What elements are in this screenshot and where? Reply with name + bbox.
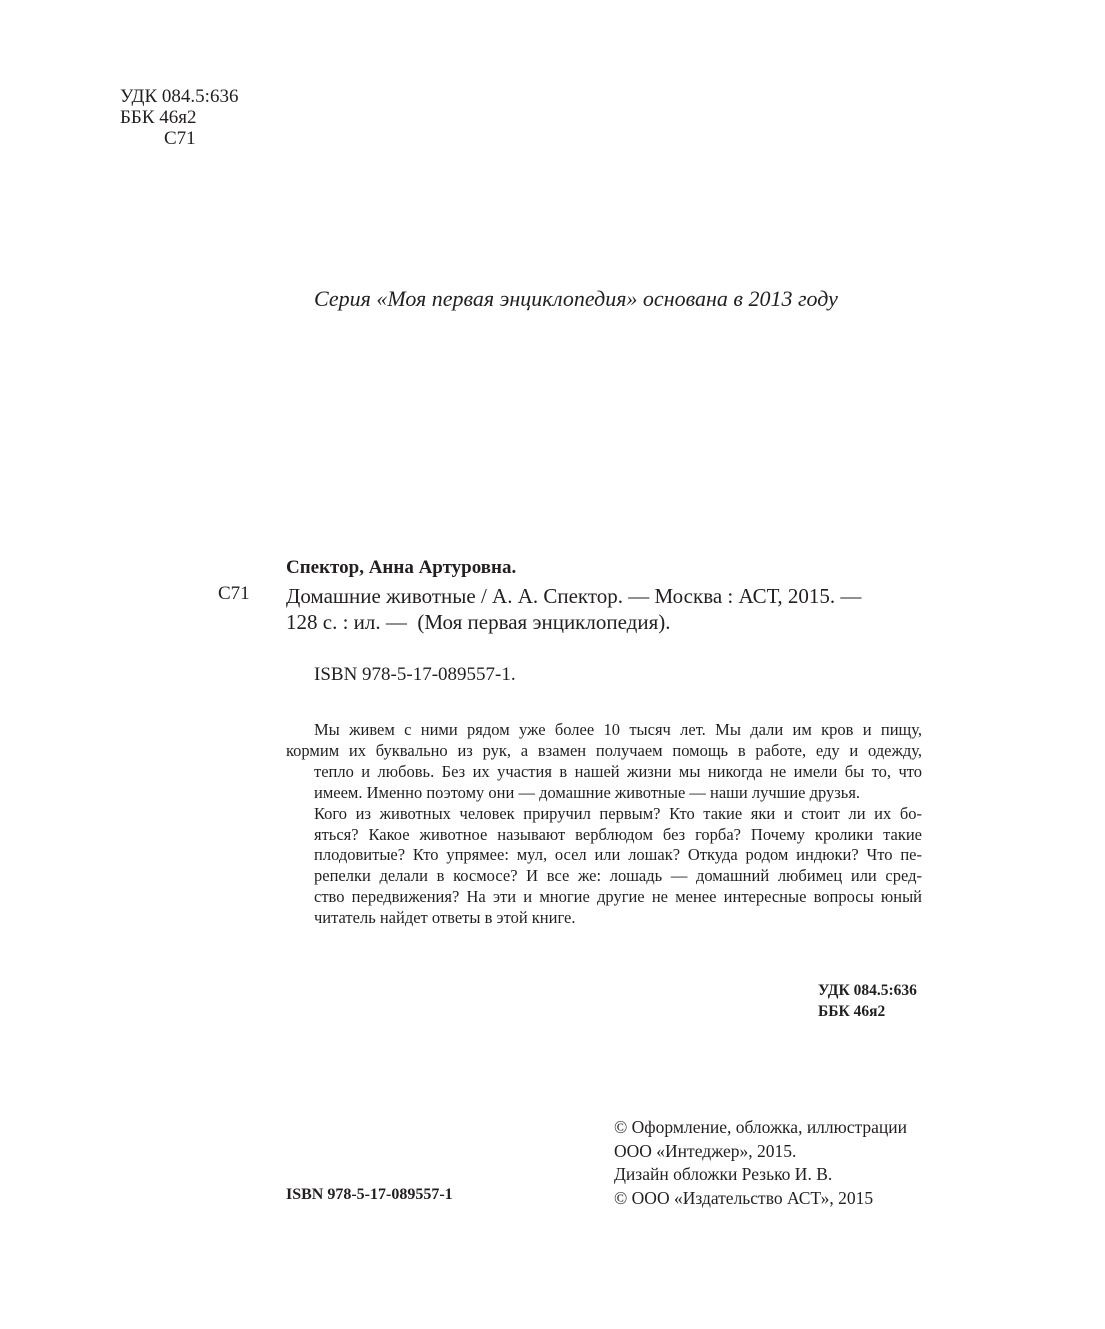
series-note: Серия «Моя первая энциклопедия» основана в 2013 году [314, 286, 838, 311]
udk-code: УДК 084.5:636 [120, 86, 239, 107]
annotation-line: кормим их буквально из рук, а взамен получаем помощь в работе, еду и одежду, [286, 740, 922, 760]
bib-line-2: 128 с. : ил. — (Моя первая энциклопедия). [286, 610, 671, 634]
classification-codes-top [120, 86, 238, 149]
copyright-line: ООО «Интеджер», 2015. [614, 1140, 797, 1161]
author-heading: Спектор, Анна Артуровна. [286, 557, 517, 578]
classification-codes-bottom [818, 980, 917, 1022]
annotation-line: читатель найдет ответы в этой книге. [314, 908, 576, 928]
annotation-line: тепло и любовь. Без их участия в нашей жизни мы никогда не имели бы то, что [314, 761, 922, 781]
annotation-line: плодовитые? Кто упрямее: мул, осел или лошак? Откуда родом индюки? Что пе- [314, 845, 922, 865]
annotation [286, 720, 922, 929]
udk-code-bottom: УДК 084.5:636 [818, 982, 917, 999]
annotation-line: репелки делали в космосе? И все же: лошадь — домашний любимец или сред- [314, 866, 922, 886]
bbk-code-bottom: ББК 46я2 [818, 1003, 886, 1020]
annotation-line: Кого из животных человек приручил первым? Кто такие яки и стоит ли их бо- [314, 803, 922, 823]
copyright-block [614, 1116, 907, 1210]
cutter-mark: С71 [218, 583, 250, 604]
copyright-line: © Оформление, обложка, иллюстрации [614, 1117, 907, 1137]
bbk-code: ББК 46я2 [120, 107, 197, 128]
annotation-paragraph-2 [286, 804, 922, 929]
copyright-line: © ООО «Издательство АСТ», 2015 [614, 1187, 874, 1208]
annotation-paragraph-1 [286, 720, 922, 804]
cutter-code: С71 [164, 128, 196, 149]
isbn-bottom: ISBN 978-5-17-089557-1 [286, 1186, 453, 1203]
copyright-line: Дизайн обложки Резько И. В. [614, 1164, 833, 1184]
annotation-line: ство передвижения? На эти и многие другие не менее интересные вопросы юный [314, 887, 922, 907]
annotation-line: яться? Какое животное называют верблюдом без горба? Почему кролики такие [314, 824, 922, 844]
bibliographic-description [286, 583, 861, 635]
isbn-entry: ISBN 978-5-17-089557-1. [314, 664, 516, 685]
bib-line-1: Домашние животные / А. А. Спектор. — Москва : АСТ, 2015. — [286, 584, 862, 608]
annotation-line: имеем. Именно поэтому они — домашние животные — наши лучшие друзья. [314, 782, 861, 802]
annotation-line: Мы живем с ними рядом уже более 10 тысяч лет. Мы дали им кров и пищу, [314, 720, 922, 739]
